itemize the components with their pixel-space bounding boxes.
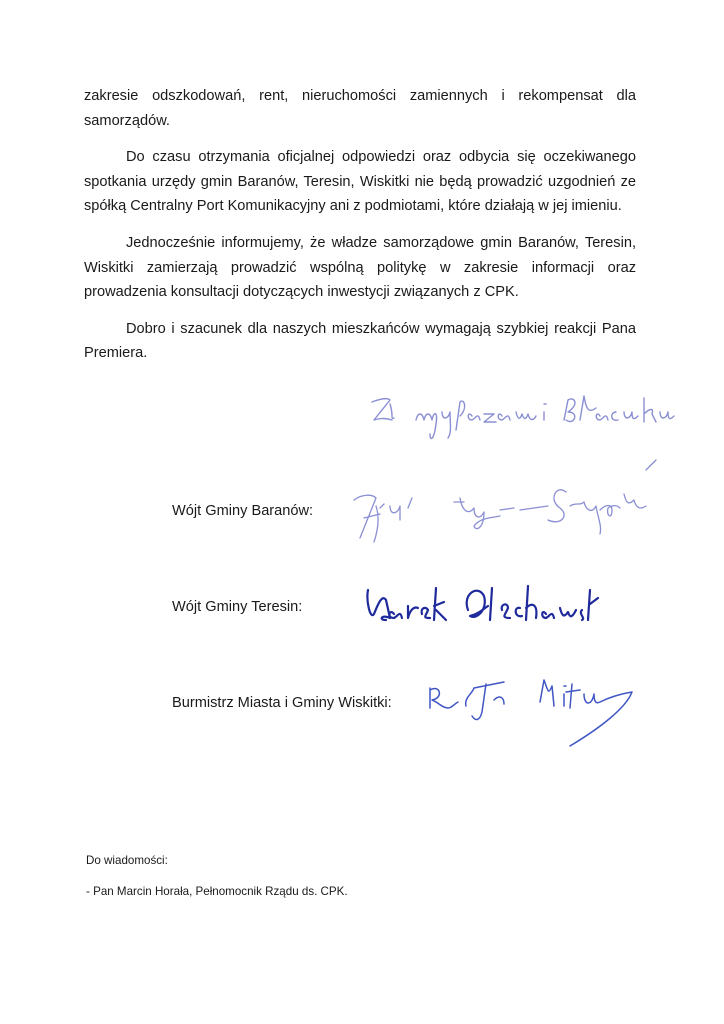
cc-heading: Do wiadomości: xyxy=(86,854,168,867)
signature-baranow xyxy=(350,458,662,546)
paragraph-request-reaction: Dobro i szacunek dla naszych mieszkańców wymagają szybkiej reakcji Pana Premiera. xyxy=(84,320,636,362)
letter-body xyxy=(84,84,636,366)
paragraph-joint-policy: Jednocześnie informujemy, że władze samorządowe gmin Baranów, Teresin, Wiskitki zamierzają prowadzić wspólną politykę w zakresie informacji oraz prowadzenia konsultacji dotyczących inwestycji związanych z CPK. xyxy=(84,234,636,301)
signature-teresin xyxy=(360,570,606,634)
signatory-title-wiskitki: Burmistrz Miasta i Gminy Wiskitki: xyxy=(172,695,392,711)
signatory-title-baranow: Wójt Gminy Baranów: xyxy=(172,503,314,519)
signatory-title-teresin: Wójt Gminy Teresin: xyxy=(172,599,303,615)
handwritten-closing xyxy=(368,390,678,450)
cc-item: - Pan Marcin Horała, Pełnomocnik Rządu ds. CPK. xyxy=(86,885,348,898)
signature-wiskitki xyxy=(420,672,646,754)
paragraph-no-agreements: Do czasu otrzymania oficjalnej odpowiedzi oraz odbycia się oczekiwanego spotkania urzędy gmin Baranów, Teresin, Wiskitki nie będą prowadzić uzgodnień ze spółką Centralny Port Komunikacyjny ani z podmiotami, które działają w jej imieniu. xyxy=(84,149,636,215)
paragraph-continuation: zakresie odszkodowań, rent, nieruchomości zamiennych i rekompensat dla samorządów. xyxy=(84,88,636,129)
